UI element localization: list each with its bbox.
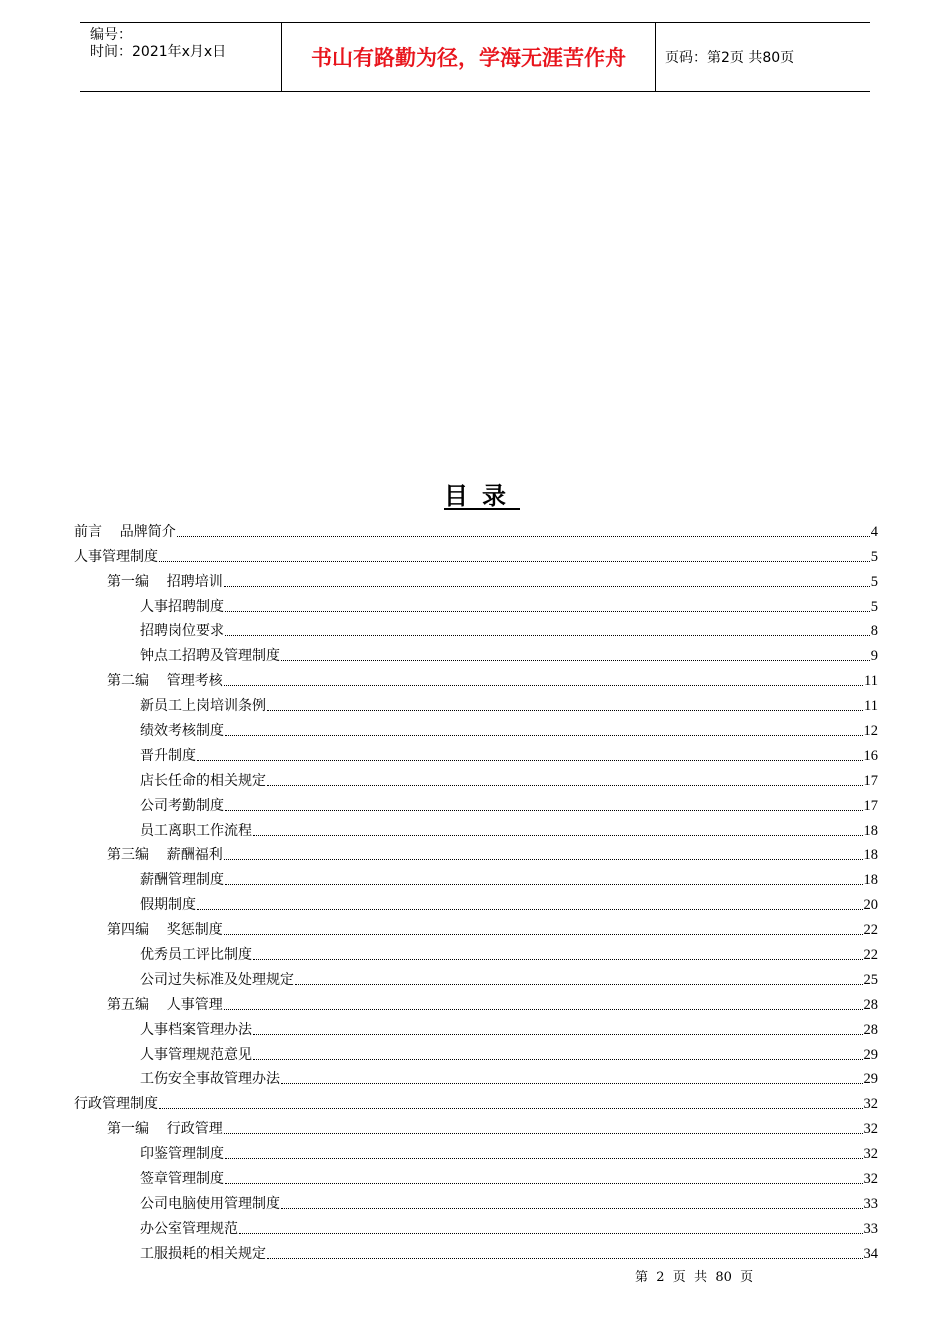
toc-leader-dots: [224, 684, 863, 686]
toc-entry-page: 20: [863, 897, 878, 914]
toc-entry-page: 5: [870, 548, 878, 565]
toc-leader-dots: [253, 1058, 863, 1060]
toc-entry-label: 招聘岗位要求: [140, 623, 224, 640]
toc-entry-page: 4: [870, 523, 878, 540]
toc-leader-dots: [253, 1033, 863, 1035]
header-page-info: 页码：第2页 共80页: [665, 50, 795, 66]
toc-entry[interactable]: [74, 889, 878, 914]
toc-entry-page: 25: [863, 971, 878, 988]
document-header: [80, 22, 870, 92]
toc-entry[interactable]: [74, 690, 878, 715]
toc-entry-page: 11: [864, 673, 878, 690]
toc-entry-page: 28: [863, 996, 878, 1013]
toc-entry[interactable]: [74, 790, 878, 815]
toc-leader-dots: [253, 958, 863, 960]
toc-leader-dots: [224, 933, 863, 935]
toc-entry[interactable]: [74, 665, 878, 690]
toc-entry[interactable]: [74, 1088, 878, 1113]
toc-entry-page: 32: [863, 1171, 878, 1188]
toc-leader-dots: [295, 983, 863, 985]
toc-leader-dots: [225, 634, 870, 636]
toc-entry-label: 钟点工招聘及管理制度: [140, 648, 280, 665]
toc-entry-page: 18: [863, 847, 878, 864]
toc-leader-dots: [159, 560, 870, 562]
toc-entry[interactable]: [74, 1138, 878, 1163]
toc-entry-label: 绩效考核制度: [140, 723, 224, 740]
toc-leader-dots: [267, 1257, 863, 1259]
toc-entry-label: 假期制度: [140, 897, 196, 914]
toc-entry[interactable]: [74, 516, 878, 541]
toc-entry-label: 行政管理制度: [74, 1096, 158, 1113]
toc-entry-page: 9: [870, 648, 878, 665]
toc-entry-page: 18: [863, 822, 878, 839]
toc-entry[interactable]: [74, 914, 878, 939]
toc-entry-label: 第三编 薪酬福利: [107, 847, 223, 864]
toc-entry-page: 11: [864, 698, 878, 715]
toc-entry-page: 32: [863, 1146, 878, 1163]
toc-entry-label: 人事档案管理办法: [140, 1021, 252, 1038]
toc-entry-page: 8: [870, 623, 878, 640]
toc-leader-dots: [225, 1157, 863, 1159]
toc-entry-label: 第五编 人事管理: [107, 996, 223, 1013]
toc-entry-page: 32: [863, 1096, 878, 1113]
toc-leader-dots: [225, 1182, 863, 1184]
toc-entry-page: 17: [863, 772, 878, 789]
toc-entry-page: 5: [870, 573, 878, 590]
toc-entry-label: 新员工上岗培训条例: [140, 698, 266, 715]
toc-entry-label: 优秀员工评比制度: [140, 947, 252, 964]
toc-entry-page: 5: [870, 598, 878, 615]
toc-entry[interactable]: [74, 1188, 878, 1213]
toc-entry[interactable]: [74, 1039, 878, 1064]
toc-entry-label: 第四编 奖惩制度: [107, 922, 223, 939]
toc-entry[interactable]: [74, 939, 878, 964]
toc-leader-dots: [159, 1107, 863, 1109]
toc-leader-dots: [197, 908, 863, 910]
header-motto: 书山有路勤为径，学海无涯苦作舟: [282, 23, 656, 91]
toc-leader-dots: [225, 610, 870, 612]
table-of-contents: [74, 516, 878, 1263]
toc-title: 目录: [444, 482, 520, 510]
toc-entry-label: 工服损耗的相关规定: [140, 1245, 266, 1262]
toc-entry-label: 人事管理规范意见: [140, 1046, 252, 1063]
toc-entry-page: 17: [863, 797, 878, 814]
toc-entry[interactable]: [74, 640, 878, 665]
toc-entry-page: 18: [863, 872, 878, 889]
toc-entry-label: 前言 品牌简介: [74, 523, 176, 540]
page-footer: 第 2 页 共 80 页: [635, 1270, 754, 1285]
toc-leader-dots: [224, 585, 870, 587]
document-date: 时间：2021年x月x日: [90, 44, 227, 60]
toc-entry-label: 晋升制度: [140, 747, 196, 764]
toc-leader-dots: [225, 883, 863, 885]
toc-entry[interactable]: [74, 1014, 878, 1039]
toc-entry-label: 印鉴管理制度: [140, 1146, 224, 1163]
toc-entry-page: 16: [863, 747, 878, 764]
toc-entry[interactable]: [74, 740, 878, 765]
toc-leader-dots: [224, 1132, 863, 1134]
toc-entry[interactable]: [74, 1213, 878, 1238]
toc-entry-label: 第二编 管理考核: [107, 673, 223, 690]
toc-entry[interactable]: [74, 964, 878, 989]
toc-entry-page: 33: [863, 1195, 878, 1212]
document-number-label: 编号：: [90, 27, 132, 43]
toc-entry[interactable]: [74, 591, 878, 616]
toc-entry[interactable]: [74, 1163, 878, 1188]
toc-entry[interactable]: [74, 541, 878, 566]
toc-entry-label: 第一编 行政管理: [107, 1121, 223, 1138]
toc-leader-dots: [281, 1082, 863, 1084]
toc-entry-label: 人事招聘制度: [140, 598, 224, 615]
toc-entry[interactable]: [74, 566, 878, 591]
toc-entry-page: 22: [863, 947, 878, 964]
toc-entry[interactable]: [74, 1113, 878, 1138]
toc-entry-page: 22: [863, 922, 878, 939]
toc-entry-label: 公司考勤制度: [140, 797, 224, 814]
toc-entry-label: 第一编 招聘培训: [107, 573, 223, 590]
toc-leader-dots: [253, 834, 863, 836]
toc-entry-label: 人事管理制度: [74, 548, 158, 565]
toc-leader-dots: [267, 784, 863, 786]
toc-leader-dots: [239, 1232, 863, 1234]
toc-leader-dots: [224, 1008, 863, 1010]
toc-leader-dots: [224, 858, 863, 860]
toc-entry[interactable]: [74, 765, 878, 790]
toc-entry-page: 28: [863, 1021, 878, 1038]
toc-entry-label: 签章管理制度: [140, 1171, 224, 1188]
toc-leader-dots: [281, 1207, 863, 1209]
toc-entry[interactable]: [74, 989, 878, 1014]
toc-entry-label: 公司过失标准及处理规定: [140, 971, 294, 988]
toc-leader-dots: [225, 809, 863, 811]
toc-leader-dots: [267, 709, 863, 711]
toc-entry[interactable]: [74, 815, 878, 840]
toc-entry-page: 29: [863, 1071, 878, 1088]
toc-entry[interactable]: [74, 1238, 878, 1263]
toc-entry[interactable]: [74, 1064, 878, 1089]
toc-entry-page: 29: [863, 1046, 878, 1063]
toc-leader-dots: [177, 535, 870, 537]
header-meta: [80, 23, 282, 91]
toc-entry-label: 公司电脑使用管理制度: [140, 1195, 280, 1212]
toc-entry-label: 办公室管理规范: [140, 1220, 238, 1237]
toc-leader-dots: [281, 659, 870, 661]
toc-entry[interactable]: [74, 616, 878, 641]
toc-entry-page: 32: [863, 1121, 878, 1138]
toc-leader-dots: [197, 759, 863, 761]
toc-entry-page: 33: [863, 1220, 878, 1237]
toc-entry-page: 12: [863, 723, 878, 740]
toc-leader-dots: [225, 734, 863, 736]
toc-entry[interactable]: [74, 840, 878, 865]
toc-entry-label: 薪酬管理制度: [140, 872, 224, 889]
toc-entry-label: 工伤安全事故管理办法: [140, 1071, 280, 1088]
toc-entry-label: 员工离职工作流程: [140, 822, 252, 839]
toc-entry-page: 34: [863, 1245, 878, 1262]
toc-entry[interactable]: [74, 864, 878, 889]
toc-entry-label: 店长任命的相关规定: [140, 772, 266, 789]
toc-entry[interactable]: [74, 715, 878, 740]
